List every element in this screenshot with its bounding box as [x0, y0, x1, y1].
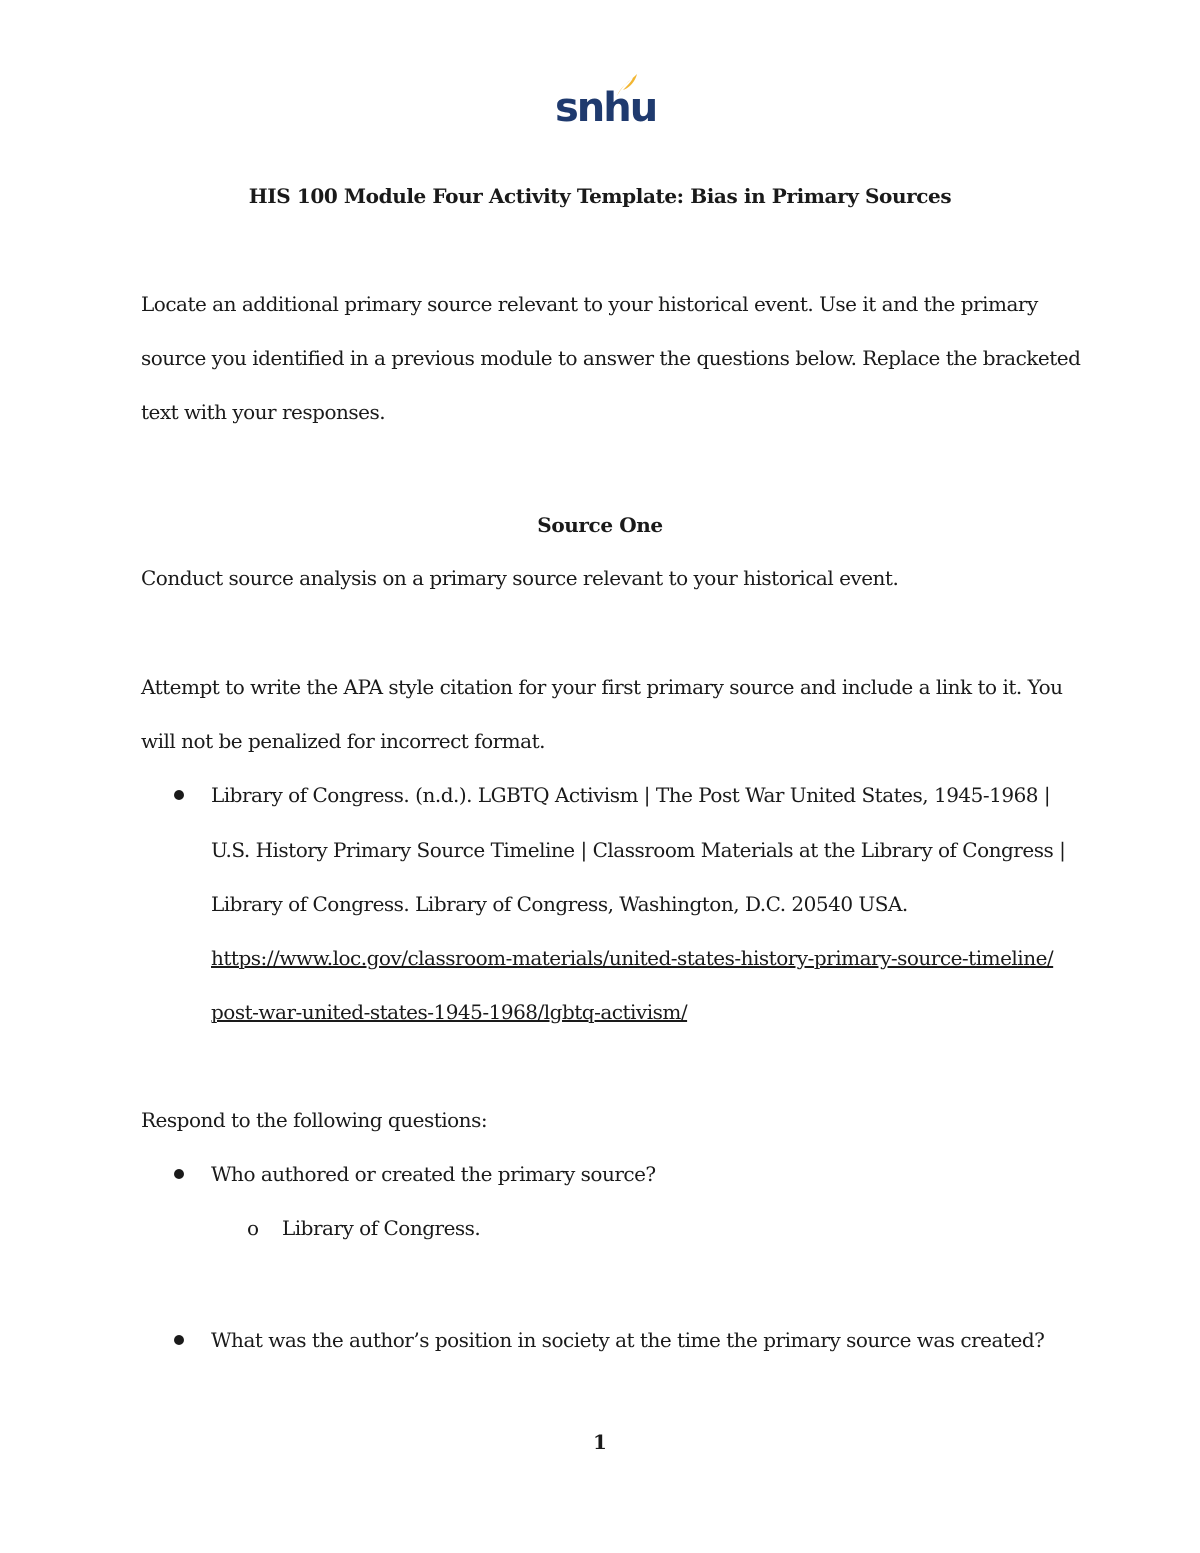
- bullet-icon: [174, 790, 184, 800]
- flame-icon: [615, 72, 639, 98]
- citation-link-line-1[interactable]: [211, 946, 1053, 970]
- question-2: What was the author’s position in society at the time the primary source was created?: [211, 1328, 1045, 1352]
- intro-line-1: Locate an additional primary source relevant to your historical event. Use it and the primary: [141, 292, 1038, 316]
- questions-intro: Respond to the following questions:: [141, 1108, 488, 1132]
- citation-line-1: Library of Congress. (n.d.). LGBTQ Activism | The Post War United States, 1945-1968 |: [211, 783, 1051, 807]
- page-number: 1: [593, 1430, 607, 1454]
- citation-prompt-line-2: will not be penalized for incorrect format.: [141, 729, 545, 753]
- bullet-icon: [174, 1169, 184, 1179]
- logo-wordmark: snhu: [555, 85, 657, 131]
- snhu-logo: [555, 72, 657, 134]
- citation-line-3: Library of Congress. Library of Congress, Washington, D.C. 20540 USA.: [211, 892, 908, 916]
- citation-line-2: U.S. History Primary Source Timeline | Classroom Materials at the Library of Congress |: [211, 838, 1066, 862]
- citation-link-part-1[interactable]: https://www.loc.gov/classroom-materials/united-states-history-primary-source-timeline/: [211, 946, 1054, 970]
- source-one-heading: Source One: [537, 513, 663, 537]
- document-title: HIS 100 Module Four Activity Template: Bias in Primary Sources: [248, 184, 952, 208]
- sub-bullet-marker: o: [247, 1216, 260, 1240]
- answer-1: Library of Congress.: [282, 1216, 481, 1240]
- citation-prompt-line-1: Attempt to write the APA style citation for your first primary source and include a link to it. You: [141, 675, 1063, 699]
- intro-line-3: text with your responses.: [141, 400, 386, 424]
- intro-line-2: source you identified in a previous module to answer the questions below. Replace the bracketed: [141, 346, 1081, 370]
- source-one-instruction: Conduct source analysis on a primary source relevant to your historical event.: [141, 566, 899, 590]
- citation-link-part-2[interactable]: post-war-united-states-1945-1968/lgbtq-activism/: [211, 1000, 688, 1024]
- citation-link-line-2[interactable]: [211, 1000, 687, 1024]
- question-1: Who authored or created the primary source?: [211, 1162, 656, 1186]
- bullet-icon: [174, 1335, 184, 1345]
